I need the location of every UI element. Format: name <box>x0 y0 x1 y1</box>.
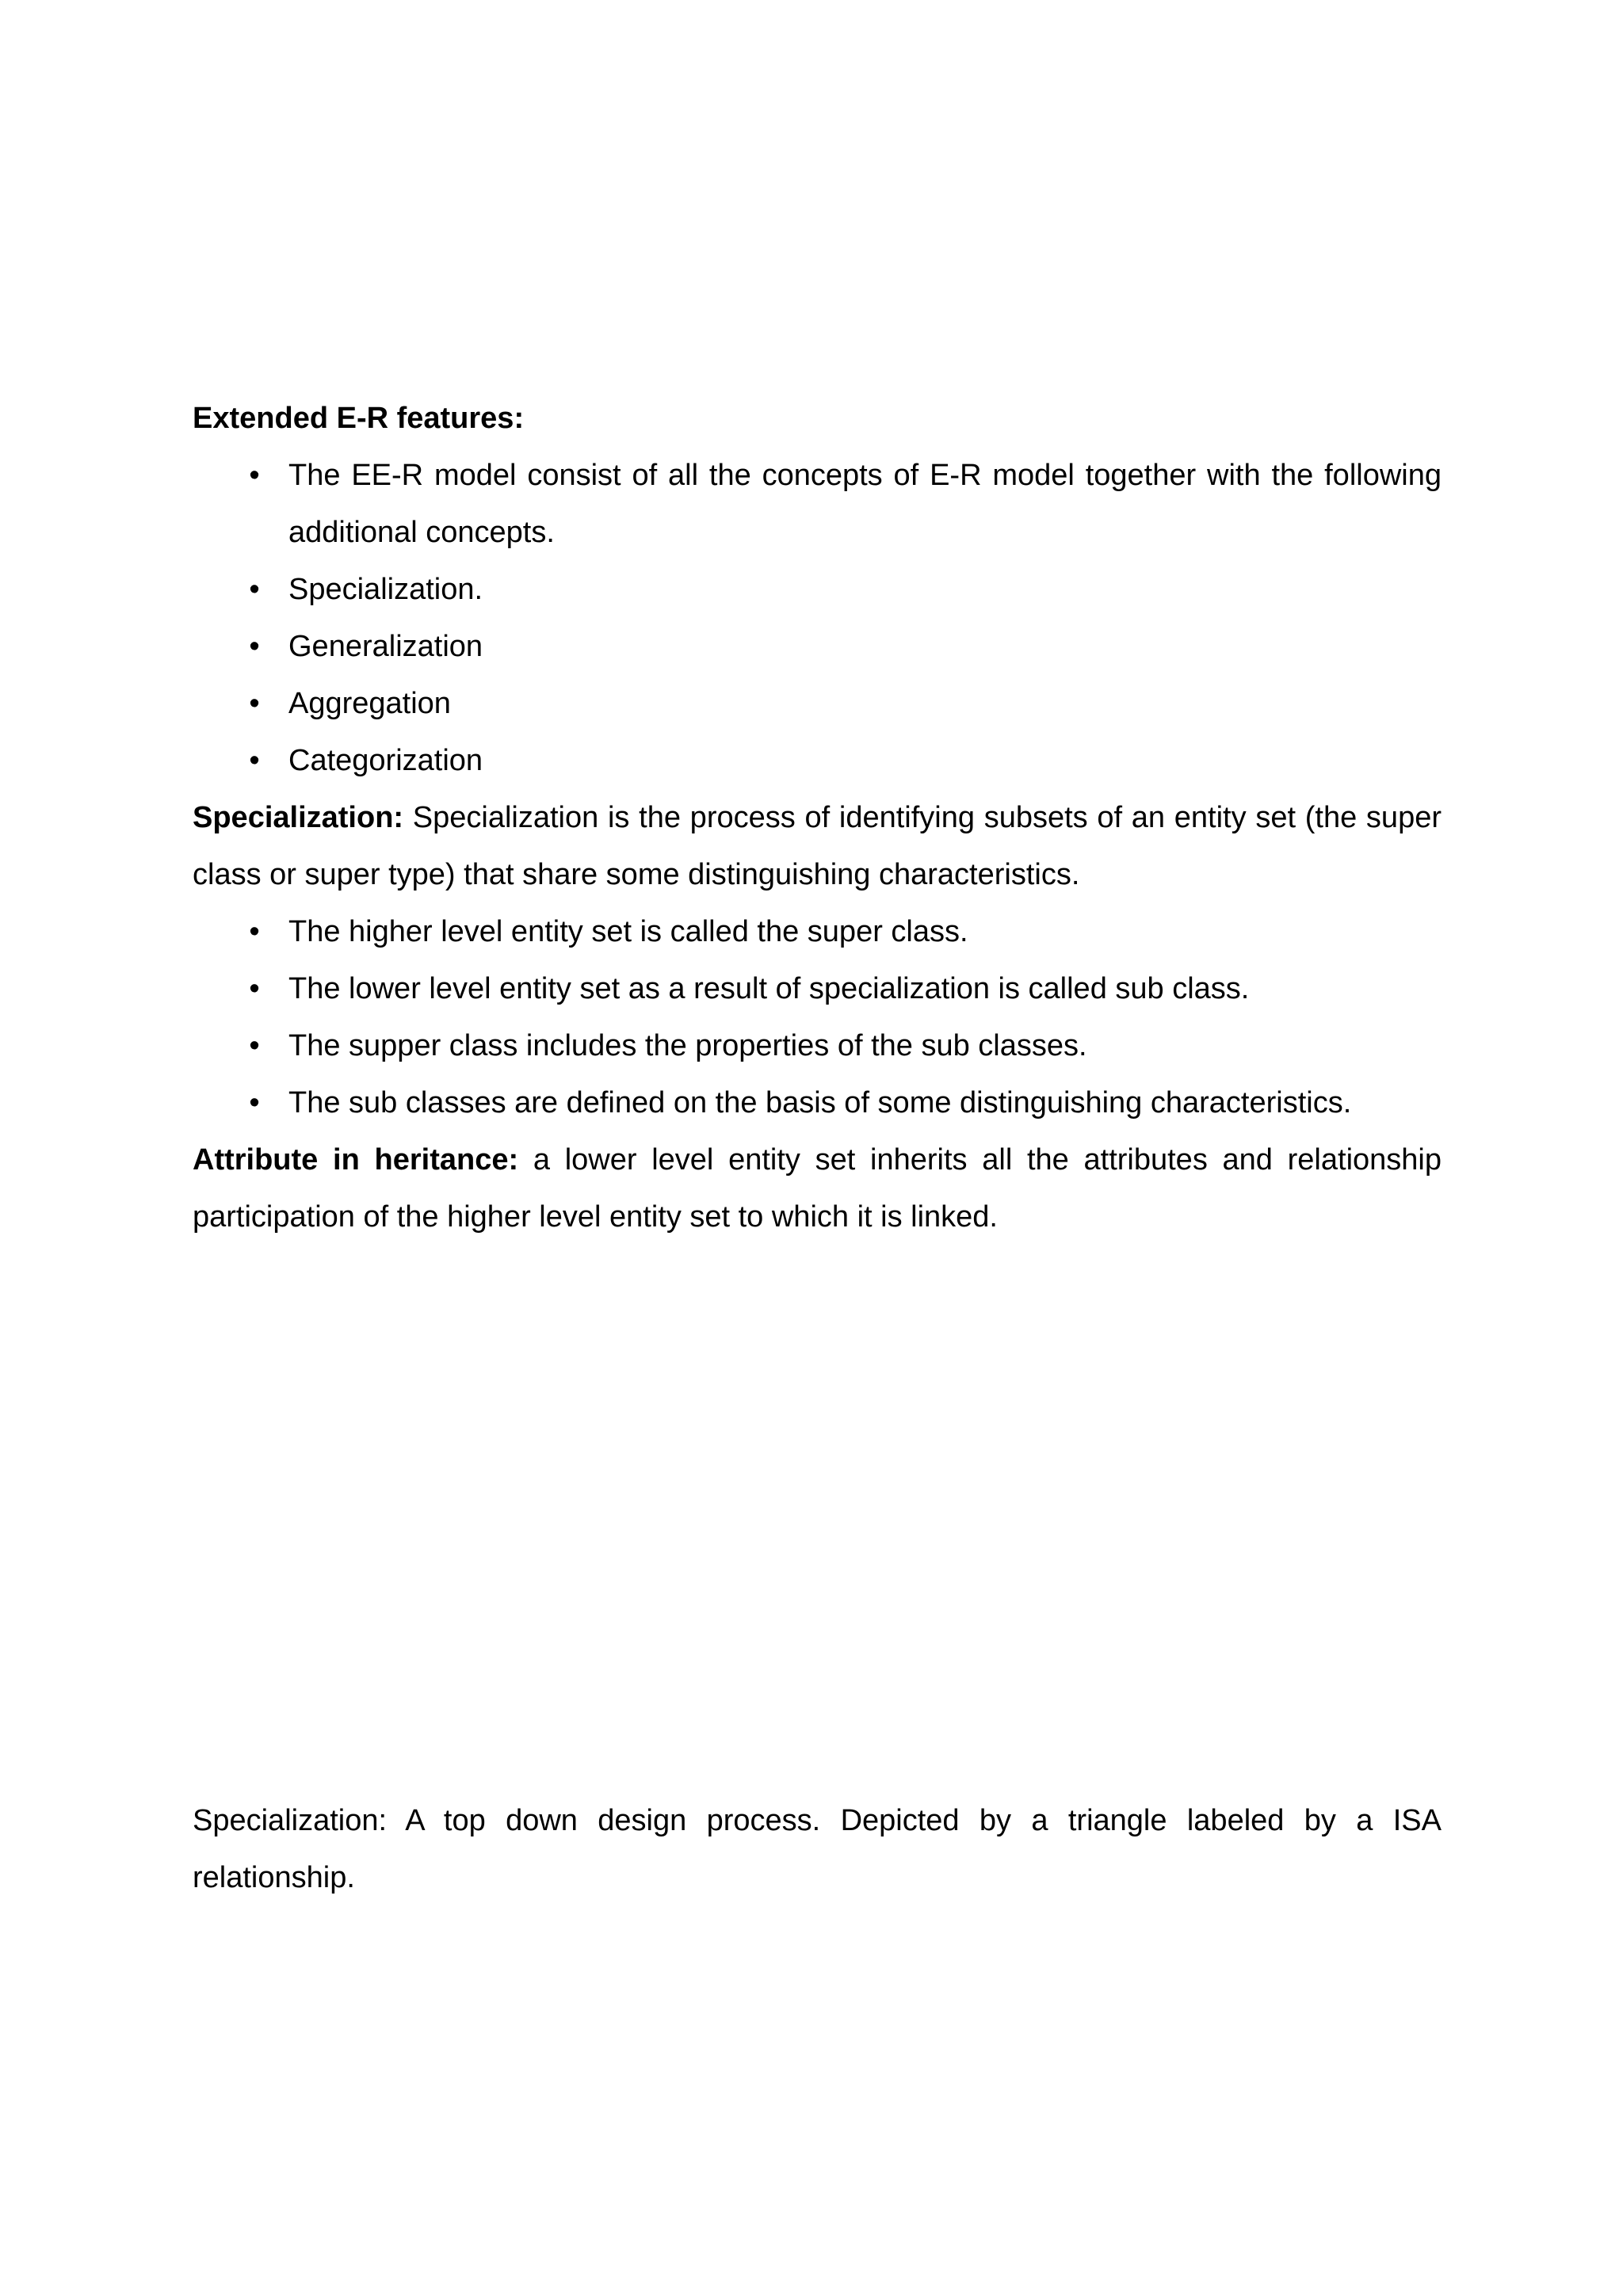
list-item <box>193 675 1442 732</box>
section-heading: Extended E-R features: <box>193 402 525 435</box>
bullet-icon: • <box>249 630 260 663</box>
bullet-icon: • <box>249 459 260 492</box>
list-item-text: The higher level entity set is called the super class. <box>288 915 968 948</box>
list-item-text: The sub classes are defined on the basis of some distinguishing characteristics. <box>288 1086 1352 1119</box>
specialization-term: Specialization: <box>193 801 404 834</box>
intro-bullet-list <box>193 447 1442 789</box>
specialization-text: Specialization is the process of identifying subsets of an entity set (the super class or super type) that share some distinguishing characteristics. <box>193 801 1442 891</box>
bullet-icon: • <box>249 687 260 720</box>
bullet-icon: • <box>249 573 260 606</box>
attribute-inheritance-paragraph <box>193 1131 1442 1245</box>
bullet-icon: • <box>249 1029 260 1062</box>
list-item <box>193 732 1442 789</box>
list-item-text: The EE-R model consist of all the concepts of E-R model together with the following additional concepts. <box>288 459 1442 549</box>
list-item-text: Generalization <box>288 630 483 663</box>
specialization-note: Specialization: A top down design process. Depicted by a triangle labeled by a ISA relationship. <box>193 1804 1442 1894</box>
list-item <box>193 447 1442 561</box>
list-item-text: The supper class includes the properties of the sub classes. <box>288 1029 1087 1062</box>
list-item <box>193 561 1442 618</box>
attribute-inheritance-term: Attribute in heritance: <box>193 1143 519 1177</box>
list-item <box>193 903 1442 960</box>
list-item-text: The lower level entity set as a result of specialization is called sub class. <box>288 972 1250 1005</box>
bullet-icon: • <box>249 744 260 777</box>
specialization-paragraph <box>193 789 1442 903</box>
list-item-text: Aggregation <box>288 687 451 720</box>
list-item-text: Specialization. <box>288 573 483 606</box>
list-item <box>193 618 1442 675</box>
list-item <box>193 1017 1442 1074</box>
specialization-bullet-list <box>193 903 1442 1131</box>
bullet-icon: • <box>249 1086 260 1119</box>
bullet-icon: • <box>249 972 260 1005</box>
bullet-icon: • <box>249 915 260 948</box>
list-item <box>193 960 1442 1017</box>
list-item-text: Categorization <box>288 744 483 777</box>
main-content <box>193 390 1442 1245</box>
list-item <box>193 1074 1442 1131</box>
attribute-inheritance-text: a lower level entity set inherits all the attributes and relationship participation of the higher level entity set to which it is linked. <box>193 1143 1442 1234</box>
